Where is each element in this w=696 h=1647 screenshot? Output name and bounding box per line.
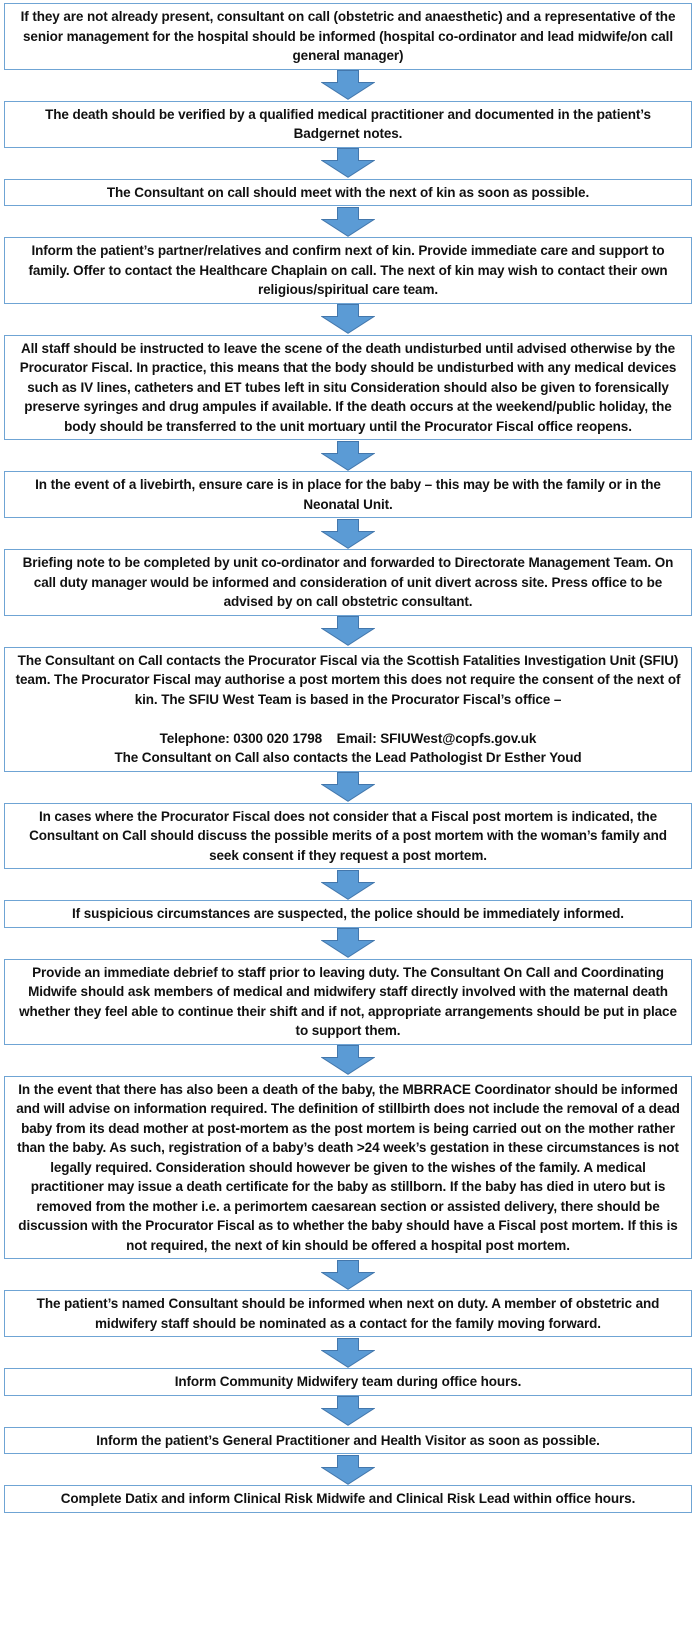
- down-arrow-glyph: [321, 1396, 375, 1426]
- sfiu-body-text: The Consultant on Call contacts the Procurator Fiscal via the Scottish Fatalities Investigation Unit (SFIU) team. The Procurator Fiscal may authorise a post mortem this does not require the consent of the next of kin. The SFIU West Team is based in the Procurator Fiscal’s office –: [15, 652, 681, 707]
- lead-pathologist-line: The Consultant on Call also contacts the Lead Pathologist Dr Esther Youd: [114, 750, 582, 765]
- flow-step-5: All staff should be instructed to leave the scene of the death undisturbed until advised otherwise by the Procurator Fiscal. In practice, this means that the body should be undisturbed with any medical devices such as IV lines, catheters and ET tubes left in situ Consideration should also be given to forensically preserve syringes and drug ampules if available. If the death occurs at the weekend/public holiday, the body should be transferred to the unit mortuary until the Procurator Fiscal office reopens.: [4, 335, 692, 441]
- flow-step-3: The Consultant on call should meet with the next of kin as soon as possible.: [4, 179, 692, 207]
- flow-step-12: In the event that there has also been a death of the baby, the MBRRACE Coordinator should be informed and will advise on information required. The definition of stillbirth does not include the removal of a dead baby from its dead mother at post-mortem as the post mortem is being carried out on the mother rather than the baby. As such, registration of a baby’s death >24 week’s gestation in these circumstances is not legally required. Consideration should however be given to the wishes of the family. A medical practitioner may issue a death certificate for the baby as stillborn. If the baby has died in utero but is removed from the mother i.e. a perimortem caesarean section or assisted delivery, there should be discussion with the Procurator Fiscal as to whether the baby should have a Fiscal post mortem. If this is not required, the next of kin should be offered a hospital post mortem.: [4, 1076, 692, 1260]
- down-arrow-glyph: [321, 148, 375, 178]
- flow-step-4: Inform the patient’s partner/relatives and confirm next of kin. Provide immediate care and support to family. Offer to contact the Healthcare Chaplain on call. The next of kin may wish to contact their own religious/spiritual care team.: [4, 237, 692, 304]
- down-arrow-glyph: [321, 1338, 375, 1368]
- down-arrow-glyph: [321, 441, 375, 471]
- down-arrow-icon: [0, 148, 696, 179]
- sfiu-contact-line: Telephone: 0300 020 1798 Email: SFIUWest@copfs.gov.uk: [159, 730, 537, 746]
- flow-step-16: Complete Datix and inform Clinical Risk Midwife and Clinical Risk Lead within office hours.: [4, 1485, 692, 1513]
- down-arrow-icon: [0, 1396, 696, 1427]
- down-arrow-glyph: [321, 1045, 375, 1075]
- down-arrow-glyph: [321, 1455, 375, 1485]
- down-arrow-glyph: [321, 304, 375, 334]
- down-arrow-icon: [0, 1259, 696, 1290]
- down-arrow-glyph: [321, 70, 375, 100]
- flow-step-2: The death should be verified by a qualified medical practitioner and documented in the patient’s Badgernet notes.: [4, 101, 692, 148]
- flow-step-11: Provide an immediate debrief to staff prior to leaving duty. The Consultant On Call and Coordinating Midwife should ask members of medical and midwifery staff directly involved with the maternal death whether they feel able to continue their shift and if not, appropriate arrangements should be put in place to support them.: [4, 959, 692, 1045]
- down-arrow-icon: [0, 440, 696, 471]
- down-arrow-glyph: [321, 616, 375, 646]
- flow-step-14: Inform Community Midwifery team during office hours.: [4, 1368, 692, 1396]
- down-arrow-icon: [0, 928, 696, 959]
- down-arrow-icon: [0, 772, 696, 803]
- flow-step-1: If they are not already present, consultant on call (obstetric and anaesthetic) and a representative of the senior management for the hospital should be informed (hospital co-ordinator and lead midwife/on call general manager): [4, 3, 692, 70]
- down-arrow-icon: [0, 304, 696, 335]
- flow-step-10: If suspicious circumstances are suspected, the police should be immediately informed.: [4, 900, 692, 928]
- down-arrow-glyph: [321, 870, 375, 900]
- down-arrow-glyph: [321, 207, 375, 237]
- down-arrow-icon: [0, 70, 696, 101]
- down-arrow-glyph: [321, 928, 375, 958]
- down-arrow-icon: [0, 206, 696, 237]
- down-arrow-icon: [0, 1337, 696, 1368]
- flow-step-7: Briefing note to be completed by unit co-ordinator and forwarded to Directorate Management Team. On call duty manager would be informed and consideration of unit divert across site. Press office to be advised by on call obstetric consultant.: [4, 549, 692, 616]
- flow-step-9: In cases where the Procurator Fiscal does not consider that a Fiscal post mortem is indicated, the Consultant on Call should discuss the possible merits of a post mortem with the woman’s family and seek consent if they request a post mortem.: [4, 803, 692, 870]
- flow-step-6: In the event of a livebirth, ensure care is in place for the baby – this may be with the family or in the Neonatal Unit.: [4, 471, 692, 518]
- down-arrow-glyph: [321, 519, 375, 549]
- flow-step-15: Inform the patient’s General Practitioner and Health Visitor as soon as possible.: [4, 1427, 692, 1455]
- down-arrow-icon: [0, 518, 696, 549]
- down-arrow-glyph: [321, 1260, 375, 1290]
- down-arrow-glyph: [321, 772, 375, 802]
- down-arrow-icon: [0, 869, 696, 900]
- flow-step-8: [4, 647, 692, 772]
- down-arrow-icon: [0, 1454, 696, 1485]
- down-arrow-icon: [0, 616, 696, 647]
- flow-step-13: The patient’s named Consultant should be informed when next on duty. A member of obstetric and midwifery staff should be nominated as a contact for the family moving forward.: [4, 1290, 692, 1337]
- down-arrow-icon: [0, 1045, 696, 1076]
